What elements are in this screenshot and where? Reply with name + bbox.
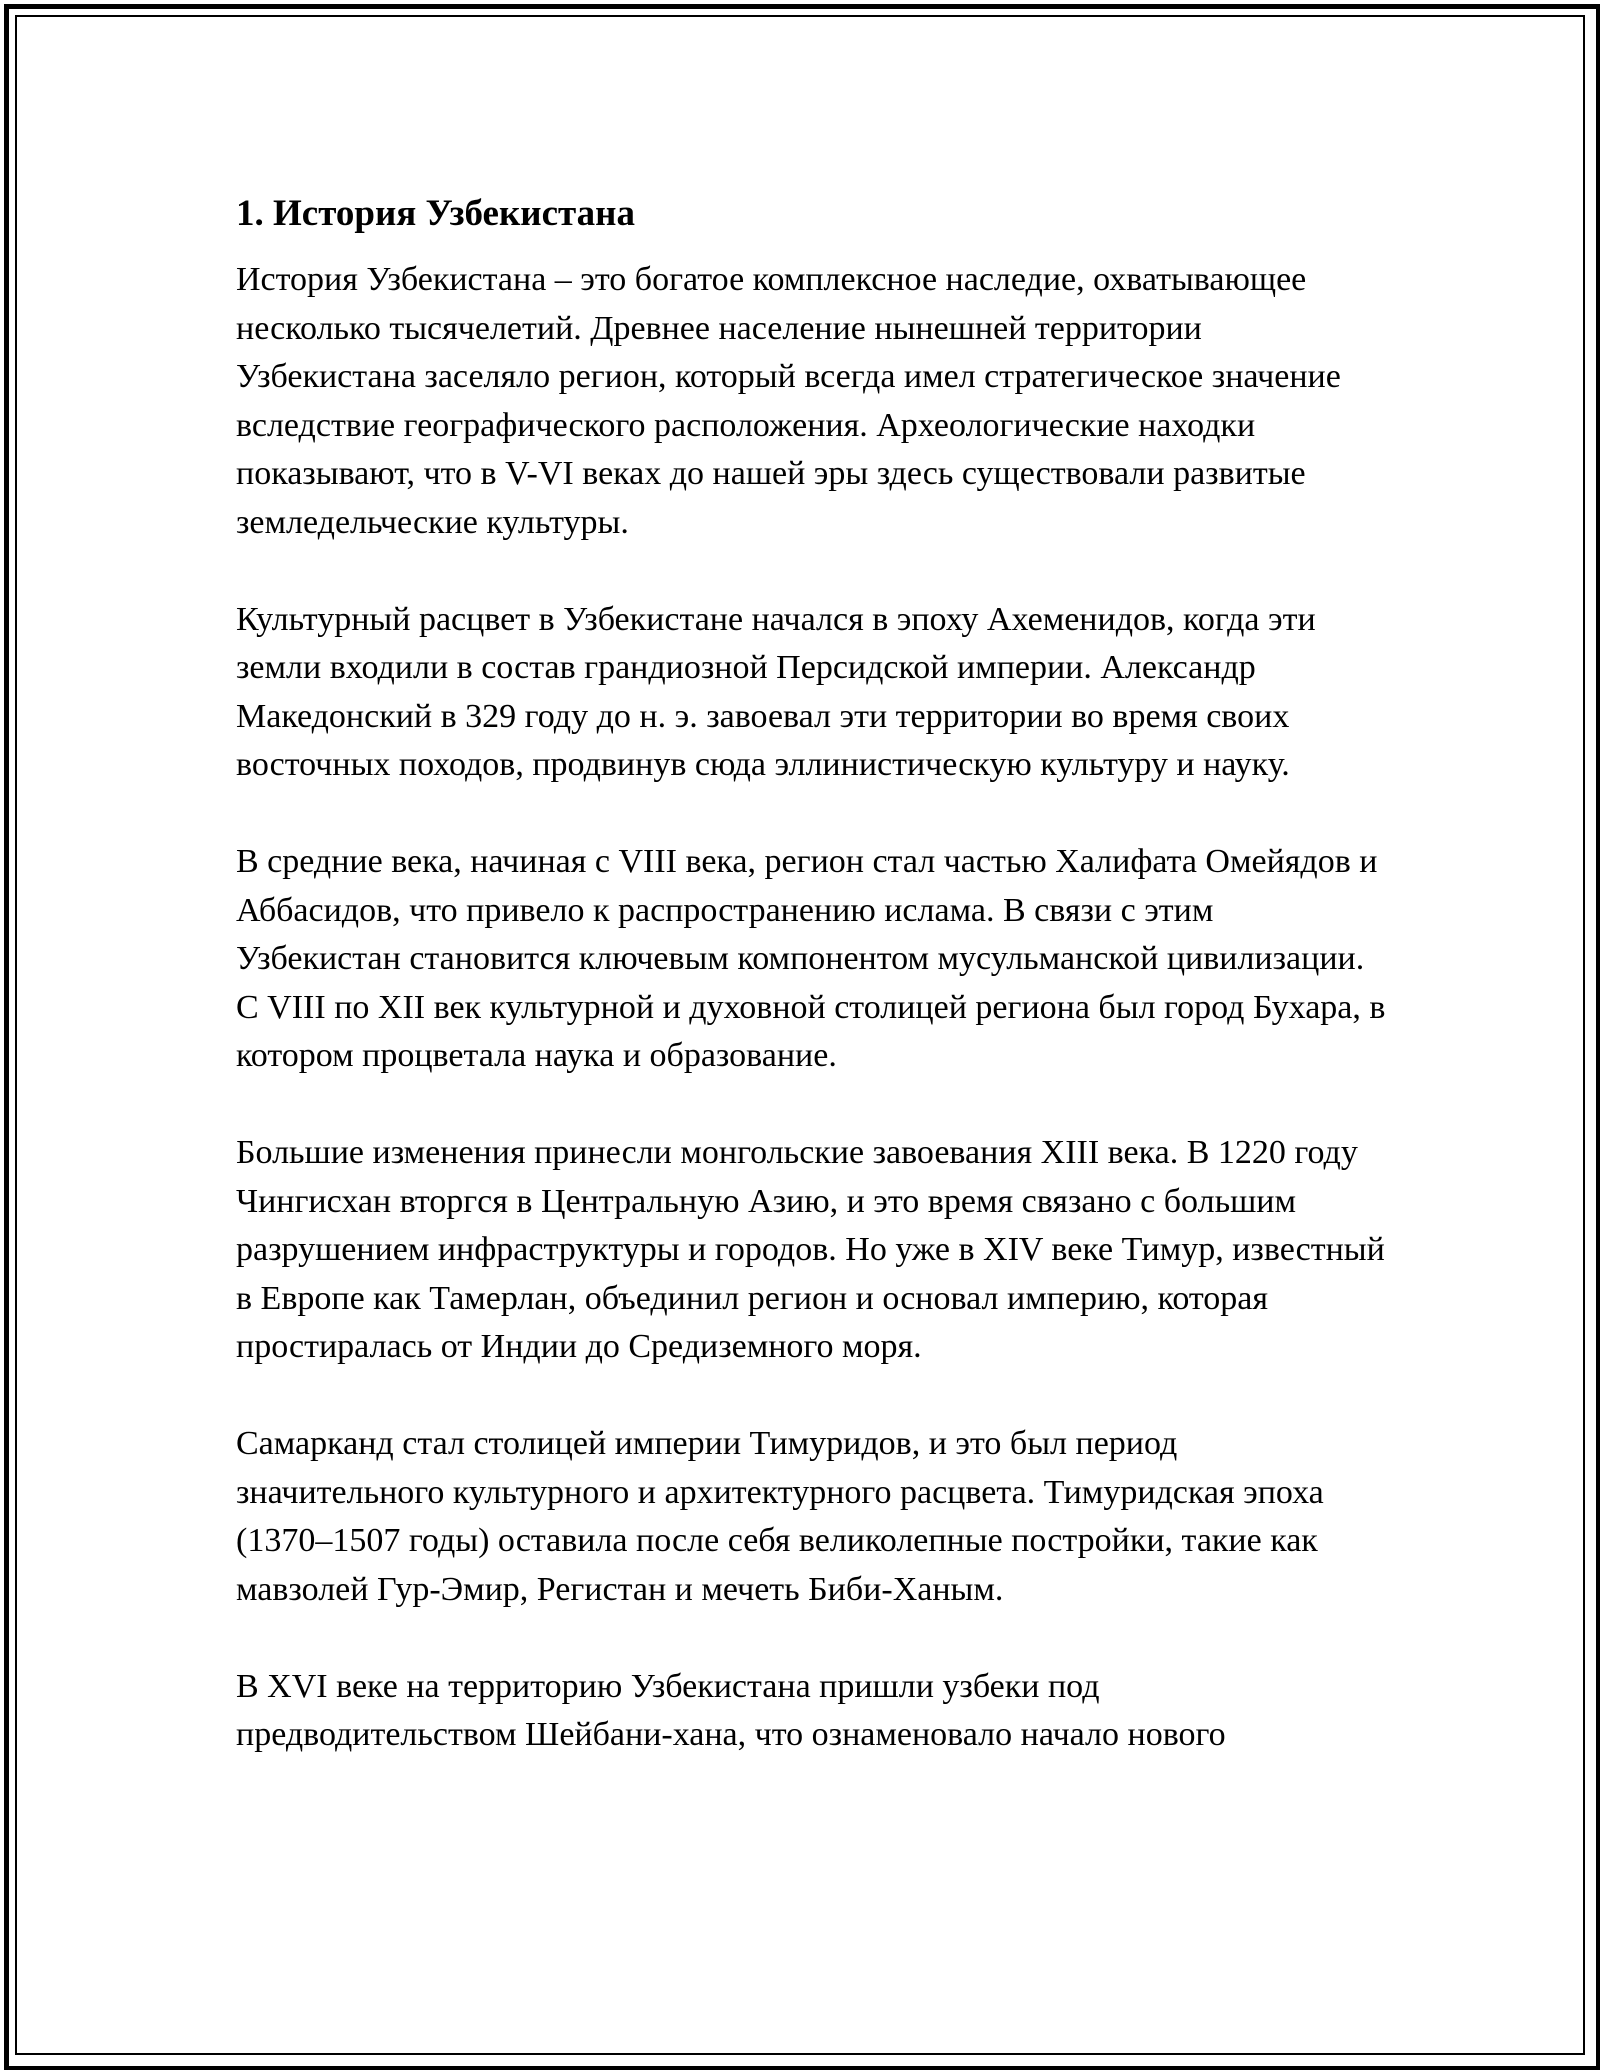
paragraph-4: Большие изменения принесли монгольские завоевания XIII века. В 1220 году Чингисхан вторгся в Центральную Азию, и это время связано с большим разрушением инфраструктуры и городов. Но уже в XIV веке Тимур, известный в Европе как Тамерлан, объединил регион и основал империю, которая простиралась от Индии до Средиземного моря. [236, 1134, 1385, 1365]
document-body [236, 188, 1386, 1760]
paragraph-2: Культурный расцвет в Узбекистане начался в эпоху Ахеменидов, когда эти земли входили в состав грандиозной Персидской империи. Александр Македонский в 329 году до н. э. завоевал эти территории во время своих восточных походов, продвинув сюда эллинистическую культуру и науку. [236, 600, 1316, 783]
paragraph-1: История Узбекистана – это богатое комплексное наследие, охватывающее несколько тысячелетий. Древнее население нынешней территории Узбекистана заселяло регион, который всегда имел стратегическое значение вследствие географического расположения. Археологические находки показывают, что в V-VI веках до нашей эры здесь существовали развитые земледельческие культуры. [236, 261, 1341, 541]
paragraph-6: В XVI веке на территорию Узбекистана пришли узбеки под предводительством Шейбани-хана, что ознаменовало начало нового [236, 1667, 1226, 1753]
paragraph-3: В средние века, начиная с VIII века, регион стал частью Халифата Омейядов и Аббасидов, что привело к распространению ислама. В связи с этим Узбекистан становится ключевым компонентом мусульманской цивилизации. С VIII по XII век культурной и духовной столицей региона был город Бухара, в котором процветала наука и образование. [236, 843, 1386, 1074]
paragraph-5: Самарканд стал столицей империи Тимуридов, и это был период значительного культурного и архитектурного расцвета. Тимуридская эпоха (1370–1507 годы) оставила после себя великолепные постройки, такие как мавзолей Гур-Эмир, Регистан и мечеть Биби-Ханым. [236, 1425, 1324, 1608]
section-heading: 1. История Узбекистана [236, 193, 635, 234]
